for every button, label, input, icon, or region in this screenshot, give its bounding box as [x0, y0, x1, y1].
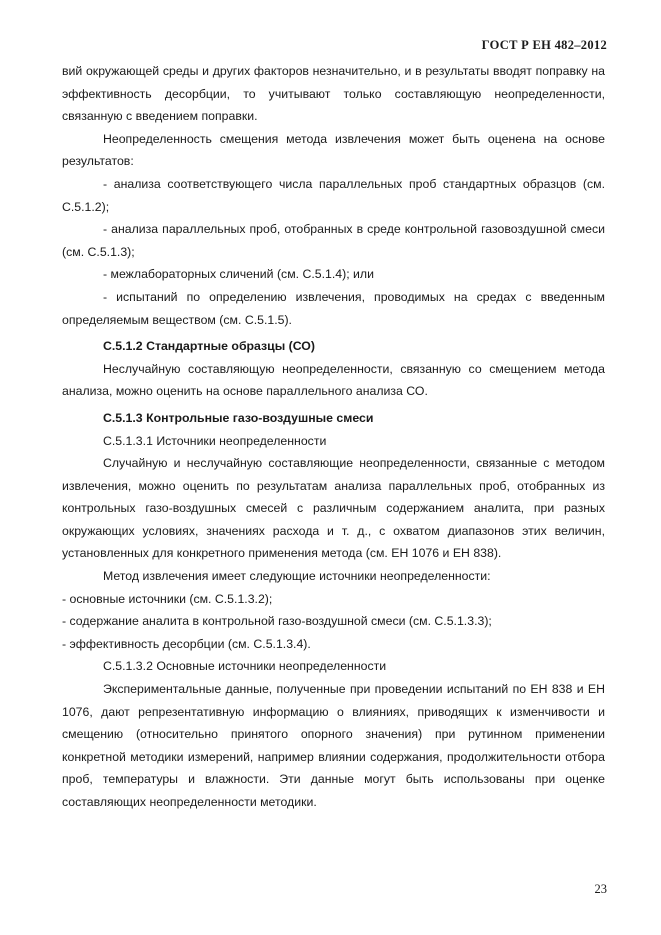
paragraph-continuation: вий окружающей среды и других факторов незначительно, и в результаты вводят поправку на эффективность десорбции, то учитывают только составляющую неопределенности, связанную с введением поправки. [62, 64, 605, 124]
list-item-analyte-content: - содержание аналита в контрольной газо-воздушной смеси (см. С.5.1.3.3); [62, 614, 492, 629]
list-item-control-gas-mixture: - анализа параллельных проб, отобранных в среде контрольной газовоздушной смеси (см. С.5.1.3); [62, 222, 605, 259]
list-item-reference-materials: - анализа соответствующего числа параллельных проб стандартных образцов (см. С.5.1.2); [62, 176, 605, 214]
document-standard-header: ГОСТ Р ЕН 482–2012 [481, 38, 607, 52]
page-body [62, 60, 605, 814]
section-heading-c513: С.5.1.3 Контрольные газо-воздушные смеси [103, 410, 374, 425]
subsection-heading-c5131: С.5.1.3.1 Источники неопределенности [103, 433, 327, 448]
section-heading-c512: С.5.1.2 Стандартные образцы (СО) [103, 339, 315, 354]
list-item-interlab-comparison: - межлабораторных сличений (см. С.5.1.4); или [103, 267, 374, 282]
paragraph-bias-estimation: Неопределенность смещения метода извлечения может быть оценена на основе результатов: [62, 131, 605, 169]
list-item-recovery-tests: - испытаний по определению извлечения, проводимых на средах с введенным определяемым веществом (см. С.5.1.5). [62, 289, 605, 327]
list-item-main-sources: - основные источники (см. С.5.1.3.2); [62, 591, 273, 606]
paragraph-random-systematic: Случайную и неслучайную составляющие неопределенности, связанные с методом извлечения, можно оценить по результатам анализа параллельных проб, отобранных из контрольных газо-воздушных смесей с различным содержанием аналита, при разных окружающих условиях, значениях расхода и т. д., с охватом диапазонов этих величин, установленных для конкретного применения метода (см. ЕН 1076 и ЕН 838). [62, 456, 605, 561]
list-item-desorption-efficiency: - эффективность десорбции (см. С.5.1.3.4). [62, 636, 311, 651]
paragraph-experimental-data: Экспериментальные данные, полученные при проведении испытаний по ЕН 838 и ЕН 1076, дают репрезентативную информацию о влияниях, приводящих к изменчивости и смещению (относительно принятого опорного значения) при рутинном применении конкретной методики измерений, например влиянии содержания, продолжительности отбора проб, температуры и влажности. Эти данные могут быть использованы при оценке составляющих неопределенности методики. [62, 682, 605, 809]
paragraph-uncertainty-sources: Метод извлечения имеет следующие источники неопределенности: [103, 569, 491, 584]
subsection-heading-c5132: С.5.1.3.2 Основные источники неопределенности [103, 659, 387, 674]
paragraph-reference-materials: Неслучайную составляющую неопределенности, связанную со смещением метода анализа, можно оценить на основе параллельного анализа СО. [62, 361, 605, 399]
page-number: 23 [594, 882, 607, 896]
